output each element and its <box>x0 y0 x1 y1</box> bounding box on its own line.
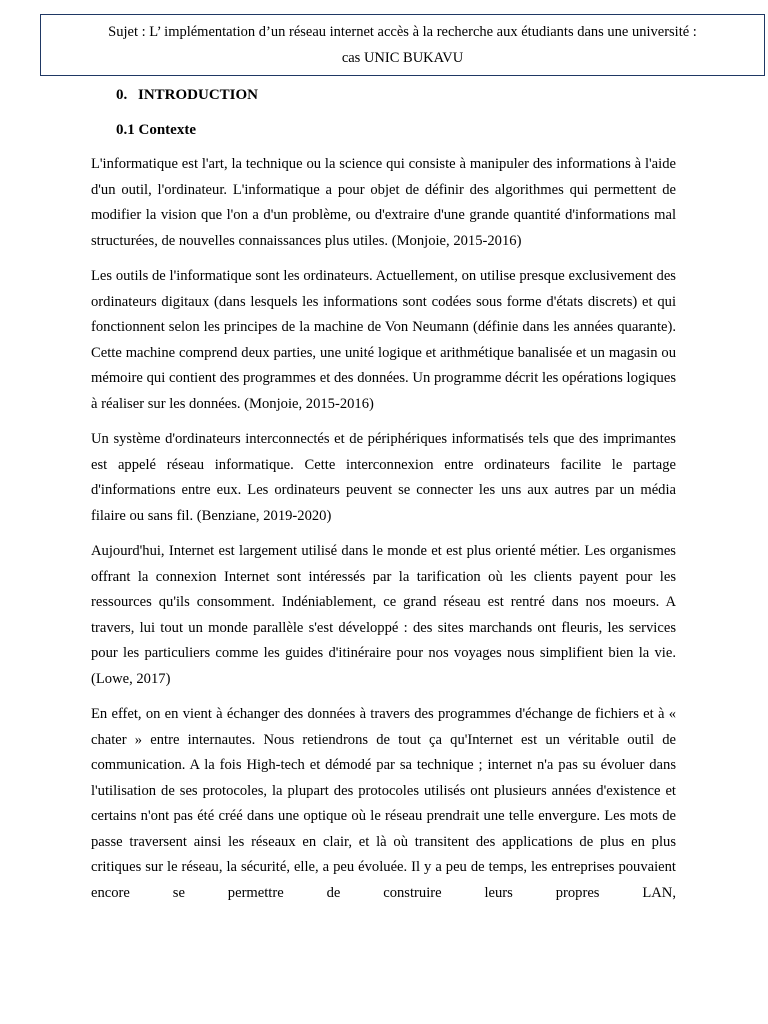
paragraph-2: Les outils de l'informatique sont les ordinateurs. Actuellement, on utilise presque exclusivement des ordinateurs digitaux (dans lesquels les informations sont codées sous forme d'états discrets) et qui fonctionnent selon les principes de la machine de Von Neumann (définie dans les années quarante). Cette machine comprend deux parties, une unité logique et arithmétique banalisée et un magasin ou mémoire qui contient des programmes et des données. Un programme décrit les opérations logiques à réaliser sur les données. (Monjoie, 2015-2016) <box>91 268 676 412</box>
subject-line-2: cas UNIC BUKAVU <box>341 50 464 66</box>
section-heading <box>116 85 258 105</box>
subject-header-box <box>40 14 765 76</box>
body-text <box>91 152 676 906</box>
section-title: INTRODUCTION <box>138 87 259 103</box>
paragraph-5: En effet, on en vient à échanger des données à travers des programmes d'échange de fichiers et à « chater » entre internautes. Nous retiendrons de tout ça qu'Internet est un véritable outil de communication. A la fois High-tech et démodé par sa technique ; internet n'a pas su évoluer dans l'utilisation de ses protocoles, la plupart des protocoles utilisés ont plusieurs années d'existence et certains n'ont pas été créé dans une optique où le réseau prendrait une telle envergure. Les mots de passe traversent ainsi les réseaux en clair, et là où transitent des applications de plus en plus critiques sur le réseau, la sécurité, elle, a peu évoluée. Il y a peu de temps, les entreprises pouvaient encore se permettre de construire leurs propres LAN, <box>91 706 676 901</box>
subject-line-1: Sujet : L’ implémentation d’un réseau internet accès à la recherche aux étudiants dans une université : <box>108 24 697 40</box>
subsection-heading: 0.1 Contexte <box>116 122 196 138</box>
section-number: 0. <box>116 87 128 103</box>
paragraph-1: L'informatique est l'art, la technique ou la science qui consiste à manipuler des informations à l'aide d'un outil, l'ordinateur. L'informatique a pour objet de définir des algorithmes qui permettent de modifier la vision que l'on a d'un problème, ou d'extraire d'une grande quantité d'informations mal structurées, de nouvelles connaissances plus utiles. (Monjoie, 2015-2016) <box>91 156 676 249</box>
paragraph-4: Aujourd'hui, Internet est largement utilisé dans le monde et est plus orienté métier. Les organismes offrant la connexion Internet sont intéressés par la tarification où les clients payent pour les ressources qu'ils consomment. Indéniablement, ce grand réseau est rentré dans nos moeurs. A travers, lui tout un monde parallèle s'est développé : des sites marchands ont fleuris, les services pour les particuliers comme les guides d'itinéraire pour nos voyages nous simplifient bien la vie. (Lowe, 2017) <box>91 543 676 687</box>
paragraph-3: Un système d'ordinateurs interconnectés et de périphériques informatisés tels que des imprimantes est appelé réseau informatique. Cette interconnexion entre ordinateurs facilite le partage d'informations entre eux. Les ordinateurs peuvent se connecter les uns aux autres par un média filaire ou sans fil. (Benziane, 2019-2020) <box>91 431 676 524</box>
